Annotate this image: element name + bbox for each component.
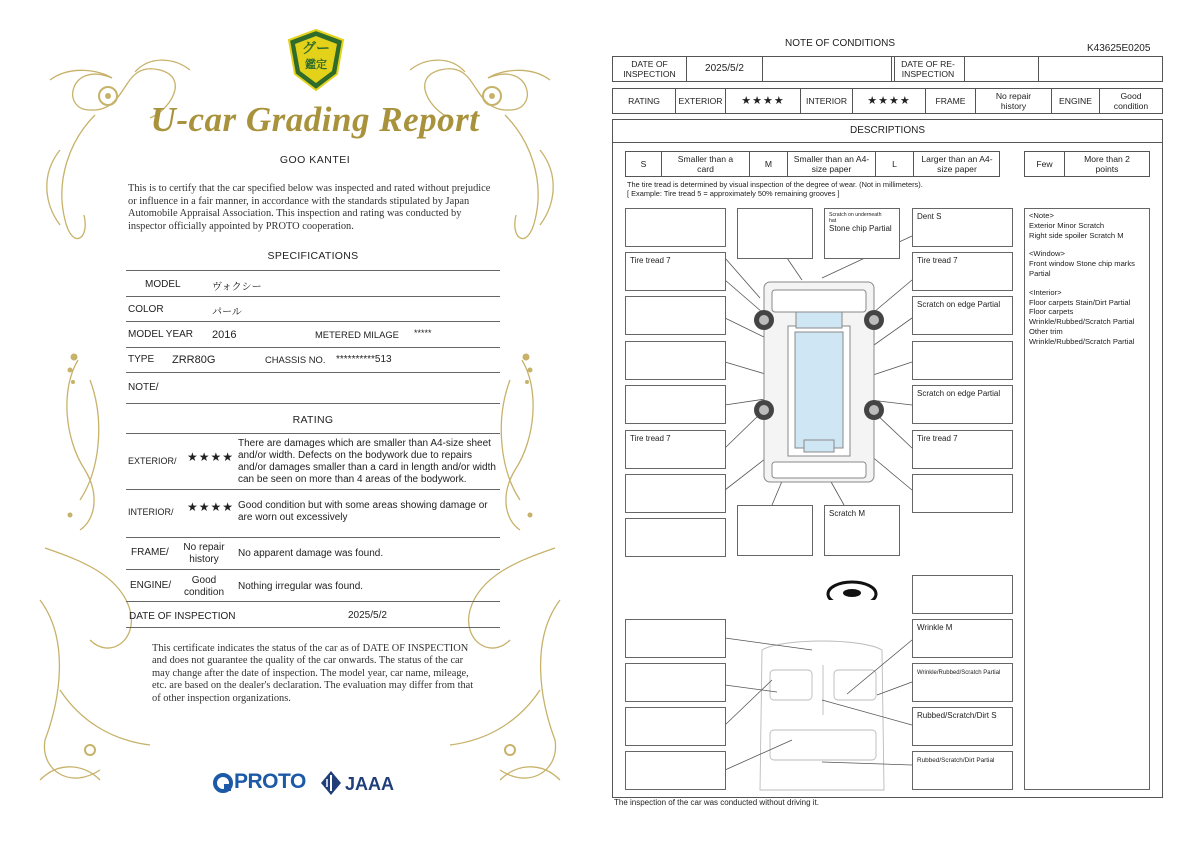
empty-cell (965, 57, 1039, 81)
milage-label: METERED MILAGE (315, 329, 399, 340)
diagram-box-tire-rl: Tire tread 7 (625, 430, 726, 469)
diagram-box (625, 751, 726, 790)
diagram-box (625, 341, 726, 380)
interior-stars: ★★★★ (853, 89, 926, 113)
date-of-inspection-label: DATE OF INSPECTION (613, 57, 687, 81)
diagram-box (912, 575, 1013, 614)
proto-logo: PROTO (234, 770, 306, 793)
chassis-label: CHASSIS NO. (265, 354, 326, 365)
stone-chip-label: Stone chip Partial (829, 224, 892, 233)
model-value: ヴォクシー (212, 282, 262, 293)
rating-label: RATING (613, 89, 676, 113)
diagram-box (912, 341, 1013, 380)
diagram-box (912, 474, 1013, 513)
diagram-box (625, 296, 726, 335)
organization-name: GOO KANTEI (279, 154, 351, 166)
underneath-label-2: hat (829, 218, 837, 224)
legend-s-desc: Smaller than a card (662, 152, 750, 176)
tire-note-example: [ Example: Tire tread 5 = approximately 50% remaining grooves ] (627, 189, 840, 198)
model-year-value: 2016 (212, 329, 237, 341)
legend-s: S (626, 152, 662, 176)
proto-logo-icon (212, 772, 234, 794)
legend-l-desc: Larger than an A4-size paper (921, 154, 993, 174)
frame-value: No repair history (976, 89, 1052, 113)
note-line: Right side spoiler Scratch M (1029, 230, 1124, 240)
divider (126, 433, 500, 434)
exterior-label: EXTERIOR/ (128, 456, 177, 466)
interior-stars: ★★★★ (187, 500, 235, 514)
interior-line: Floor carpets Wrinkle/Rubbed/Scratch Partial (1029, 307, 1135, 327)
divider (126, 372, 500, 373)
notes-panel (1024, 208, 1150, 790)
type-label: TYPE (128, 354, 155, 365)
diagram-box-rubbed-s: Rubbed/Scratch/Dirt S (912, 707, 1013, 746)
jaaa-logo-icon (320, 770, 342, 796)
diagram-box (625, 707, 726, 746)
divider (126, 601, 500, 602)
diagram-box-tire-fr: Tire tread 7 (912, 252, 1013, 291)
legend-few: Few (1025, 152, 1065, 176)
date-of-inspection-label: DATE OF INSPECTION (129, 611, 236, 622)
legend-l: L (876, 152, 914, 176)
few-legend (1024, 151, 1150, 177)
badge-sub: 鑑定 (305, 59, 327, 71)
rating-row (612, 88, 1163, 114)
engine-label: ENGINE (1052, 89, 1100, 113)
chassis-value: **********513 (336, 354, 392, 365)
frame-description: No apparent damage was found. (238, 548, 384, 559)
type-value: ZRR80G (172, 354, 216, 366)
note-line: Exterior Minor Scratch (1029, 220, 1105, 230)
engine-value: Good condition (183, 575, 225, 598)
legend-m: M (750, 152, 788, 176)
empty-cell (763, 57, 895, 81)
jaaa-logo: JAAA (345, 774, 395, 794)
frame-label: FRAME/ (131, 547, 169, 558)
wrinkle-partial-label: Wrinkle/Rubbed/Scratch Partial (917, 670, 1001, 676)
diagram-box-scratch-edge: Scratch on edge Partial (912, 296, 1013, 335)
steering-wheel-icon (828, 582, 876, 600)
divider (126, 347, 500, 348)
specifications-heading: SPECIFICATIONS (267, 250, 359, 262)
diagram-box (625, 518, 726, 557)
diagram-box (625, 663, 726, 702)
diagram-box (737, 208, 813, 259)
date-row (612, 56, 1163, 82)
diagram-box-dent: Dent S (912, 208, 1013, 247)
divider (126, 537, 500, 538)
model-year-label: MODEL YEAR (128, 329, 194, 340)
frame-label: FRAME (926, 89, 976, 113)
tire-note: The tire tread is determined by visual inspection of the degree of wear. (Not in millimeters). (627, 180, 923, 189)
date-of-inspection-value: 2025/5/2 (348, 610, 387, 621)
exterior-stars: ★★★★ (726, 89, 801, 113)
divider (126, 403, 500, 404)
divider (126, 627, 500, 628)
color-value: パール (212, 307, 242, 318)
legend-m-desc: Smaller than an A4-size paper (788, 152, 876, 176)
size-legend (625, 151, 1000, 177)
engine-description: Nothing irregular was found. (238, 581, 364, 592)
legend-few-desc: More than 2 points (1084, 154, 1130, 174)
frame-value: No repair history (183, 542, 225, 565)
note-label: NOTE/ (128, 382, 159, 393)
underneath-label: Scratch on underneath (829, 212, 882, 218)
divider (126, 270, 500, 271)
interior-line: Other trim Wrinkle/Rubbed/Scratch Partial (1029, 326, 1135, 346)
diagram-box (625, 474, 726, 513)
diagram-box-scratch-edge: Scratch on edge Partial (912, 385, 1013, 424)
descriptions-heading: DESCRIPTIONS (612, 119, 1163, 143)
diagram-box-rubbed-partial (912, 751, 1013, 790)
diagram-box-stone-chip (824, 208, 900, 259)
empty-cell (1039, 57, 1163, 81)
diagram-box (737, 505, 813, 556)
conditions-footer: The inspection of the car was conducted without driving it. (614, 798, 819, 807)
divider (126, 296, 500, 297)
date-of-reinspection-label: DATE OF RE-INSPECTION (891, 57, 965, 81)
report-id: K43625E0205 (1087, 43, 1151, 54)
date-of-inspection-value: 2025/5/2 (687, 57, 763, 81)
interior-label: INTERIOR/ (128, 507, 174, 517)
exterior-description: There are damages which are smaller than A4-size sheet and/or width. Defects on the bodywork due to repairs and/or damages smaller than a card in length and/or width can be seen on more than 4 areas of the bodywork. (238, 438, 496, 485)
window-heading: <Window> (1029, 249, 1065, 259)
diagram-box-tire-fl: Tire tread 7 (625, 252, 726, 291)
diagram-box (625, 619, 726, 658)
certificate-intro: This is to certify that the car specified below was inspected and rated without prejudice or influence in a fair manner, in accordance with the standards stipulated by Japan Automobile Appraisal Association. This inspection and rating was conducted by inspector officially appointed by PROTO cooperation. (128, 183, 491, 232)
divider (126, 321, 500, 322)
milage-value: ***** (414, 328, 432, 338)
certificate-footnote: This certificate indicates the status of the car as of DATE OF INSPECTION and does not guarantee the quality of the car onwards. The status of the car may change after the date of inspection. The model year, car name, mileage, etc. are based on the dealer's declaration. The evaluation may differ from that of other inspection organizations. (152, 643, 474, 704)
rubbed-partial-label: Rubbed/Scratch/Dirt Partial (917, 757, 995, 764)
exterior-stars: ★★★★ (187, 450, 235, 464)
engine-label: ENGINE/ (130, 580, 172, 591)
note-heading: <Note> (1029, 211, 1054, 220)
interior-label: INTERIOR (801, 89, 853, 113)
diagram-box (625, 385, 726, 424)
diagram-box-wrinkle-m: Wrinkle M (912, 619, 1013, 658)
interior-description: Good condition but with some areas showing damage or are worn out excessively (238, 500, 488, 523)
diagram-box-scratch-m: Scratch M (824, 505, 900, 556)
interior-line: Floor carpets Stain/Dirt Partial (1029, 297, 1131, 307)
certificate-title: U-car Grading Report (150, 100, 480, 139)
diagram-box-wrinkle-partial (912, 663, 1013, 702)
exterior-label: EXTERIOR (676, 89, 726, 113)
divider (126, 569, 500, 570)
color-label: COLOR (128, 304, 164, 315)
interior-heading: <Interior> (1029, 287, 1062, 297)
badge-text: グー (302, 40, 330, 56)
model-label: MODEL (145, 279, 181, 290)
window-line: Front window Stone chip marks Partial (1029, 259, 1135, 278)
diagram-box (625, 208, 726, 247)
conditions-title: NOTE OF CONDITIONS (785, 38, 895, 49)
engine-value: Good condition (1113, 91, 1149, 111)
rating-heading: RATING (292, 414, 334, 426)
divider (126, 489, 500, 490)
diagram-box-tire-rr: Tire tread 7 (912, 430, 1013, 469)
